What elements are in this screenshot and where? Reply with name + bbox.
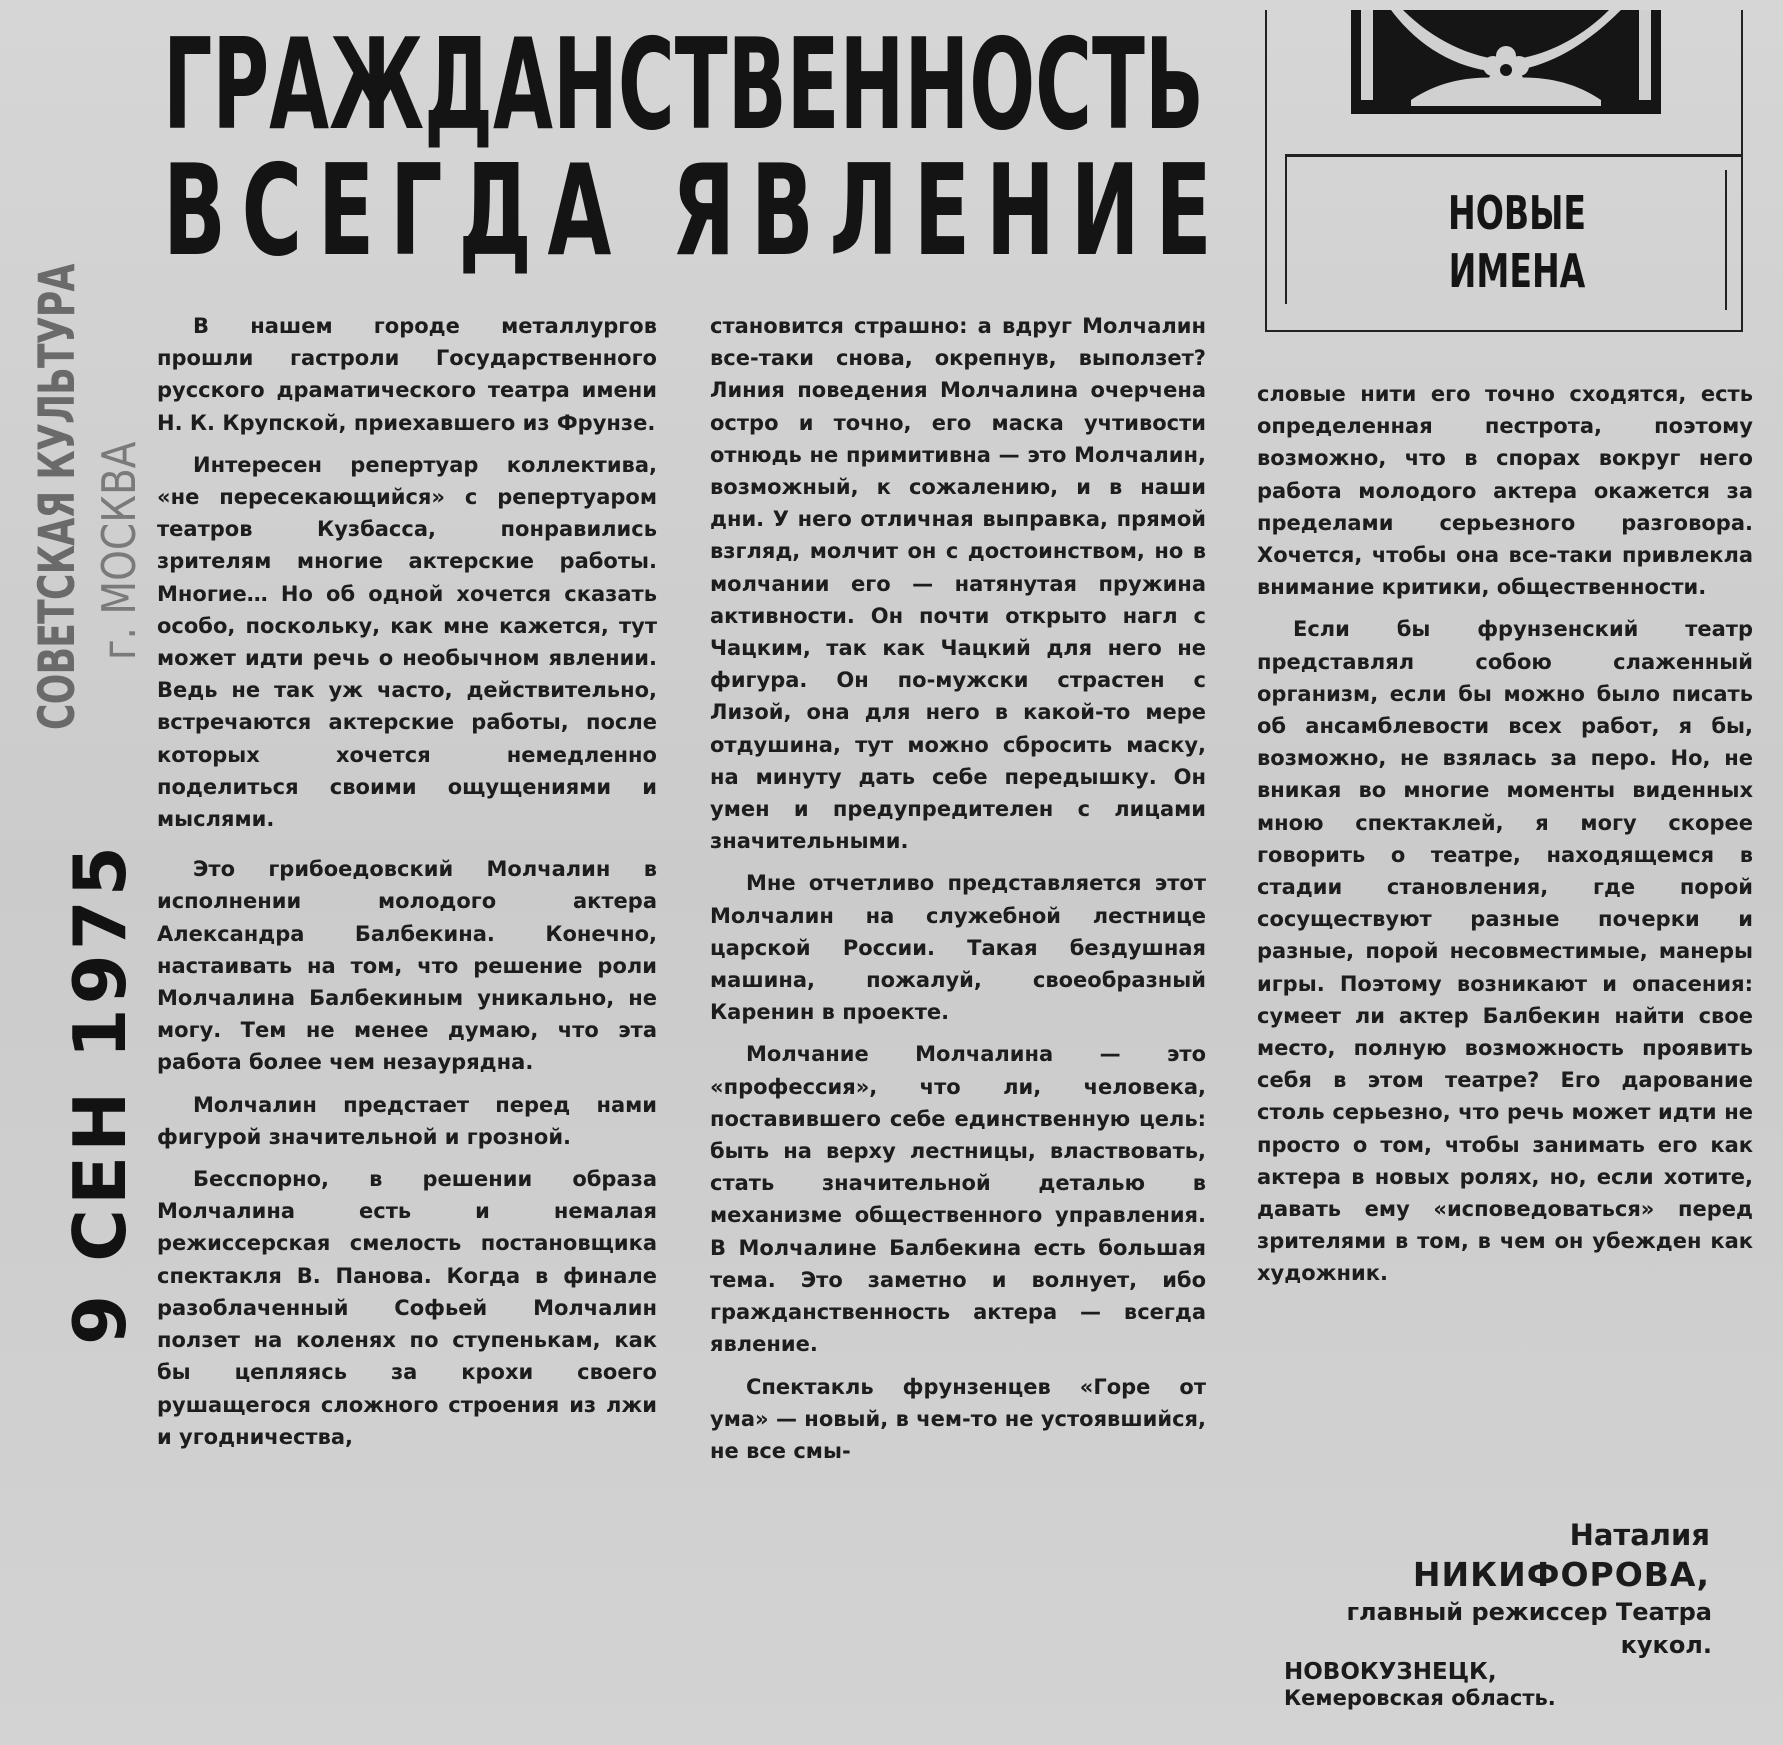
rubric-box <box>1265 10 1743 332</box>
rubric-title-line-1: НОВЫЕ <box>1447 186 1587 240</box>
paragraph: Молчалин предстает перед нами фигурой значительной и грозной. <box>157 1092 657 1149</box>
rubric-frame-box <box>1265 150 1743 332</box>
headline-line-1: ГРАЖДАНСТВЕННОСТЬ <box>163 11 1204 158</box>
city-stamp: г. МОСКВА <box>92 441 146 660</box>
author-city: НОВОКУЗНЕЦК, <box>1284 1659 1497 1685</box>
headline <box>163 11 1228 284</box>
paragraph: Молчание Молчалина — это «профессия», что ли, человека, поставившего себе единственную цель: быть на верху лестницы, властвовать, стать значительной деталью в механизме общественного управления. В Молчалине Балбекина есть большая тема. Это заметно и волнует, ибо гражданственность актера — всегда явление. <box>710 1042 1206 1357</box>
paragraph: Интересен репертуар коллектива, «не пересекающийся» с репертуаром театров Кузбасса, понравились зрителям многие актерские работы. Многие… Но об одной хочется сказать особо, поскольку, как мне кажется, тут может идти речь о необычном явлении. Ведь не так уж часто, действительно, встречаются актерские работы, после которых хочется немедленно поделиться своими ощущениями и мыслями. <box>157 452 657 832</box>
flower-ornament-icon <box>1351 10 1661 114</box>
author-position: главный режиссер Театра кукол. <box>1346 1598 1712 1659</box>
paragraph: словые нити его точно сходятся, есть определенная пестрота, поэтому возможно, что в спорах вокруг него работа молодого актера окажется за пределами серьезного разговора. Хочется, чтобы она все-таки привлекла внимание критики, общественности. <box>1257 382 1753 600</box>
article-column-3 <box>1257 378 1753 1290</box>
article-column-1 <box>157 310 657 1453</box>
paragraph: Бесспорно, в решении образа Молчалина есть и немалая режиссерская смелость постановщика спектакля В. Панова. Когда в финале разоблаченный Софьей Молчалин ползет на коленях по ступенькам, как бы цепляясь за крохи своего рушащегося сложного строения из лжи и угодничества, <box>157 1167 657 1449</box>
rubric-divider-left <box>1285 154 1287 304</box>
rubric-divider <box>1285 154 1741 157</box>
article-column-2 <box>710 310 1206 1467</box>
headline-line-2: ВСЕГДА ЯВЛЕНИЕ <box>163 137 1228 284</box>
paragraph: Мне отчетливо представляется этот Молчалин на служебной лестнице царской России. Такая бездушная машина, пожалуй, своеобразный Каренин в проекте. <box>710 871 1206 1025</box>
paragraph: Это грибоедовский Молчалин в исполнении молодого актера Александра Балбекина. Конечно, настаивать на том, что решение роли Молчалина Балбекиным уникально, не могу. Тем не менее думаю, что эта работа более чем незаурядна. <box>157 857 657 1075</box>
rubric-title <box>1417 184 1617 300</box>
paragraph: становится страшно: а вдруг Молчалин все-таки снова, окрепнув, выползет? Линия поведения Молчалина очерчена остро и точно, его маска учтивости отнюдь не примитивна — это Молчалин, возможный, к сожалению, и в наши дни. У него отличная выправка, прямой взгляд, молчит он с достоинством, но в молчании его — натянутая пружина активности. Он почти открыто нагл с Чацким, так как Чацкий для него не фигура. Он по-мужски страстен с Лизой, она для него в какой-то мере отдушина, тут можно сбросить маску, на минуту дать себе передышку. Он умен и предупредителен с лицами значительными. <box>710 314 1206 854</box>
publication-stamp: СОВЕТСКАЯ КУЛЬТУРА <box>28 264 86 730</box>
author-last-name: НИКИФОРОВА, <box>1412 1555 1710 1594</box>
paragraph: В нашем городе металлургов прошли гастроли Государственного русского драматического театра имени Н. К. Крупской, приехавшего из Фрунзе. <box>157 314 657 435</box>
paragraph: Спектакль фрунзенцев «Горе от ума» — новый, в чем-то не устоявшийся, не все смы- <box>710 1374 1206 1463</box>
rubric-divider-right <box>1725 170 1727 310</box>
author-first-name: Наталия <box>1569 1518 1710 1552</box>
date-stamp: 9 СЕН 1975 <box>58 842 142 1345</box>
rubric-title-line-2: ИМЕНА <box>1448 244 1586 298</box>
author-signature <box>1270 1516 1710 1662</box>
author-region: Кемеровская область. <box>1284 1686 1556 1710</box>
paragraph: Если бы фрунзенский театр представлял собою слаженный организм, если бы можно было писать об ансамблевости всех работ, я бы, возможно, не взялась за перо. Но, не вникая во многие моменты виденных мною спектаклей, я могу скорее говорить о театре, находящемся в стадии становления, где порой сосуществуют разные почерки и разные, порой несовместимые, манеры игры. Поэтому возникают и опасения: сумеет ли актер Балбекин найти свое место, полную возможность проявить себя в этом театре? Его дарование столь серьезно, что речь может идти не просто о том, чтобы занимать его как актера в новых ролях, но, если хотите, давать ему «исповедоваться» перед зрителями в том, в чем он убежден как художник. <box>1257 617 1753 1286</box>
